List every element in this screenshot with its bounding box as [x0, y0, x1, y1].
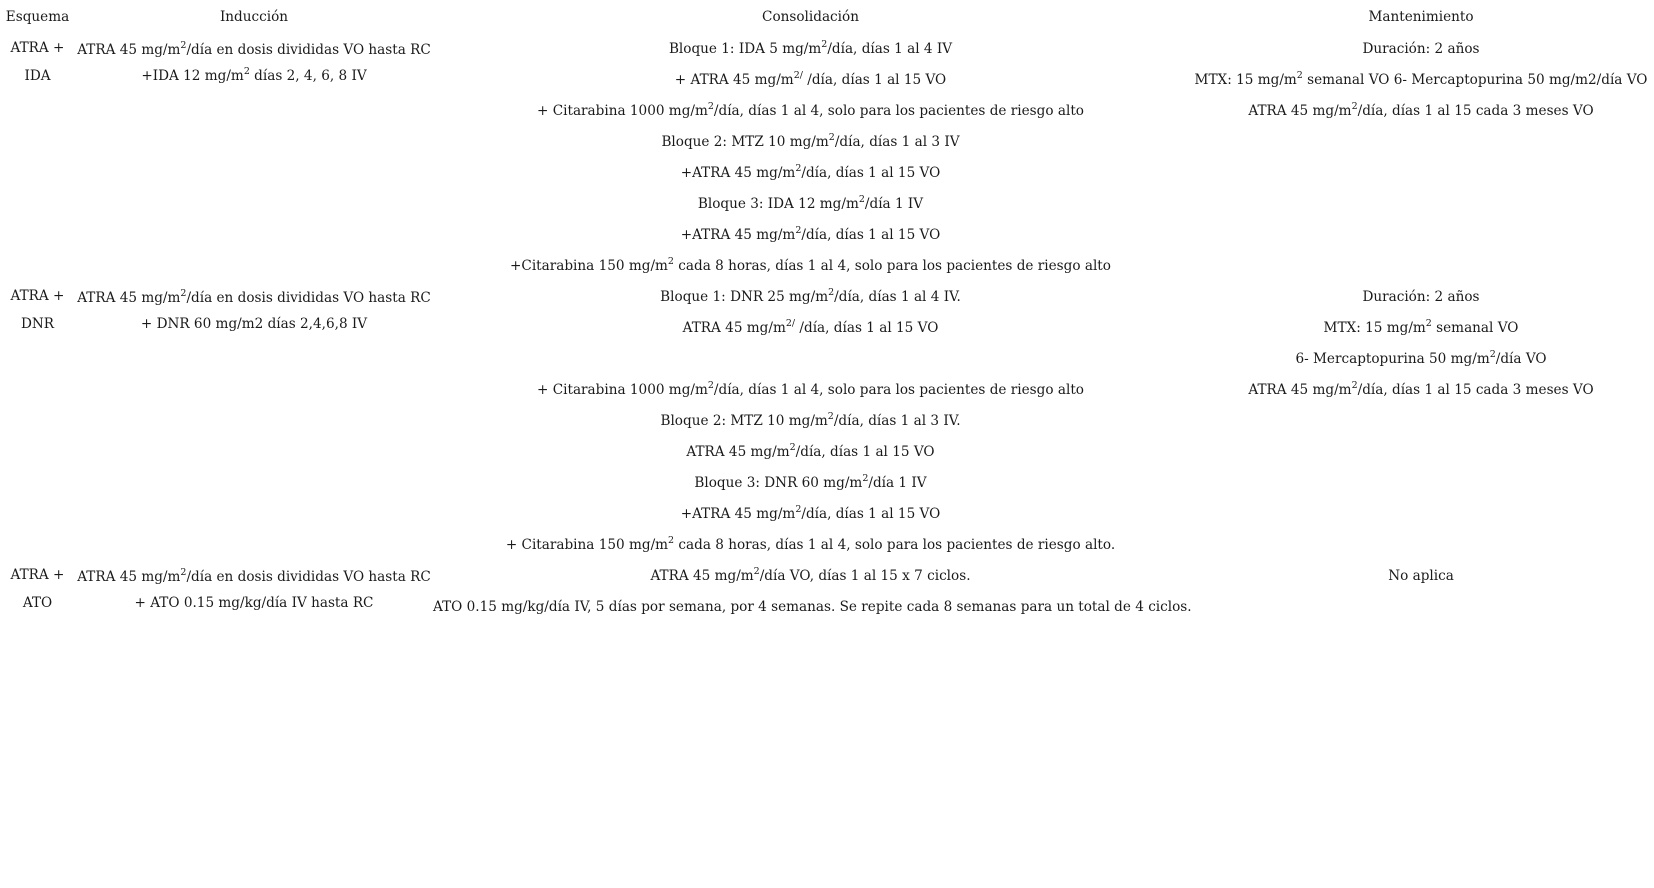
- esquema-cell: [0, 34, 75, 282]
- line-text: + ATRA 45 mg/m: [674, 72, 794, 88]
- mantenimiento-cell: [1188, 34, 1654, 282]
- line-text: + Citarabina 1000 mg/m: [537, 103, 708, 119]
- line-text: ATRA 45 mg/m: [686, 444, 790, 460]
- exponent: 2: [1351, 101, 1358, 112]
- cell-line: [433, 499, 1188, 530]
- line-text: + Citarabina 150 mg/m: [505, 537, 669, 553]
- exponent: 2: [828, 132, 835, 143]
- line-text: /día, días 1 al 3 IV.: [833, 413, 961, 429]
- line-text: Bloque 3: DNR 60 mg/m: [694, 475, 863, 491]
- exponent: 2: [1351, 380, 1358, 391]
- cell-line: [433, 96, 1188, 127]
- line-text: Bloque 1: DNR 25 mg/m: [660, 289, 829, 305]
- cell-line: [433, 344, 1188, 375]
- exponent: 2: [753, 566, 760, 577]
- cell-line: [433, 592, 1192, 623]
- line-text: /día, días 1 al 15 cada 3 meses VO: [1357, 103, 1594, 119]
- exponent: 2: [707, 101, 714, 112]
- line-text: ATRA +: [10, 567, 65, 583]
- line-text: Bloque 1: IDA 5 mg/m: [668, 41, 822, 57]
- line-text: /día, días 1 al 4 IV.: [834, 289, 961, 305]
- line-text: ATRA 45 mg/m: [650, 568, 754, 584]
- table-row: [0, 282, 1654, 561]
- line-text: +ATRA 45 mg/m: [680, 506, 796, 522]
- cell-line: [1188, 65, 1654, 96]
- line-text: ATO: [22, 595, 53, 611]
- line-text: + ATO 0.15 mg/kg/día IV hasta RC: [134, 595, 374, 611]
- cell-line: [1188, 561, 1654, 592]
- exponent: 2: [827, 411, 834, 422]
- cell-line: [433, 65, 1188, 96]
- line-text: /día, días 1 al 15 VO: [802, 72, 947, 88]
- exponent: 2: [243, 66, 250, 77]
- line-text: DNR: [20, 316, 55, 332]
- consolidacion-cell: [433, 561, 1192, 623]
- line-text: + Citarabina 1000 mg/m: [537, 382, 708, 398]
- line-text: ATRA 45 mg/m: [1248, 382, 1352, 398]
- line-text: Bloque 3: IDA 12 mg/m: [697, 196, 859, 212]
- line-text: ATRA 45 mg/m: [77, 290, 181, 306]
- line-text: Bloque 2: MTZ 10 mg/m: [660, 413, 828, 429]
- table-row: [0, 561, 1654, 623]
- line-text: ATRA 45 mg/m: [77, 569, 181, 585]
- line-text: ATRA 45 mg/m: [77, 42, 181, 58]
- cell-line: [433, 313, 1188, 344]
- cell-line: [75, 310, 433, 338]
- line-text: +ATRA 45 mg/m: [680, 227, 796, 243]
- line-text: ATRA 45 mg/m: [682, 320, 786, 336]
- cell-line: [75, 282, 433, 310]
- exponent: 2: [180, 567, 187, 578]
- line-text: /día 1 IV: [868, 475, 927, 491]
- exponent: 2: [1296, 70, 1303, 81]
- line-text: días 2, 4, 6, 8 IV: [249, 68, 367, 84]
- induccion-cell: [75, 34, 433, 282]
- line-text: cada 8 horas, días 1 al 4, solo para los pacientes de riesgo alto: [673, 258, 1111, 274]
- line-text: Duración: 2 años: [1362, 289, 1480, 305]
- line-text: /día VO, días 1 al 15 x 7 ciclos.: [759, 568, 971, 584]
- cell-line: [0, 282, 75, 310]
- cell-line: [433, 189, 1188, 220]
- line-text: +Citarabina 150 mg/m: [510, 258, 668, 274]
- cell-line: [433, 468, 1188, 499]
- line-text: /día, días 1 al 3 IV: [834, 134, 960, 150]
- exponent: 2: [858, 194, 865, 205]
- table-header: [0, 0, 1654, 34]
- exponent: 2: [795, 225, 802, 236]
- header-row: [0, 0, 1654, 34]
- exponent: 2: [795, 163, 802, 174]
- line-text: + DNR 60 mg/m2 días 2,4,6,8 IV: [140, 316, 368, 332]
- line-text: cada 8 horas, días 1 al 4, solo para los pacientes de riesgo alto.: [674, 537, 1116, 553]
- line-text: /día en dosis divididas VO hasta RC: [186, 569, 431, 585]
- line-text: /día 1 IV: [864, 196, 924, 212]
- line-text: Bloque 2: MTZ 10 mg/m: [661, 134, 829, 150]
- cell-line: [0, 34, 75, 62]
- cell-line: [75, 62, 433, 90]
- line-text: /día, días 1 al 15 VO: [801, 165, 941, 181]
- exponent: 2: [795, 504, 802, 515]
- header-esquema: Esquema: [5, 9, 70, 25]
- cell-line: [433, 282, 1188, 313]
- cell-line: [433, 406, 1188, 437]
- line-text: /día, días 1 al 4, solo para los pacientes de riesgo alto: [713, 103, 1084, 119]
- cell-line: [433, 437, 1188, 468]
- line-text: /día, días 1 al 15 VO: [801, 506, 941, 522]
- consolidacion-cell: [433, 282, 1188, 561]
- line-text: /día, días 1 al 15 VO: [795, 320, 939, 336]
- exponent: 2: [862, 473, 869, 484]
- line-text: /día VO: [1495, 351, 1547, 367]
- line-text: IDA: [24, 68, 51, 84]
- cell-line: [433, 158, 1188, 189]
- cell-line: [433, 561, 1188, 592]
- cell-line: [1188, 344, 1654, 375]
- exponent: 2/: [793, 70, 803, 81]
- header-induccion: Inducción: [219, 9, 289, 25]
- cell-line: [433, 530, 1188, 561]
- cell-line: [1188, 96, 1654, 127]
- cell-line: [433, 251, 1188, 282]
- cell-line: [433, 127, 1188, 158]
- line-text: No aplica: [1388, 568, 1454, 584]
- exponent: 2: [707, 380, 714, 391]
- table-body: [0, 34, 1654, 623]
- header-mantenimiento: Mantenimiento: [1368, 9, 1474, 25]
- exponent: 2: [1489, 349, 1496, 360]
- cell-line: [1188, 313, 1654, 344]
- esquema-cell: [0, 282, 75, 561]
- cell-line: [0, 589, 75, 617]
- induccion-cell: [75, 282, 433, 561]
- exponent: 2: [180, 40, 187, 51]
- line-text: MTX: 15 mg/m: [1194, 72, 1297, 88]
- cell-line: [75, 34, 433, 62]
- cell-line: [1188, 282, 1654, 313]
- cell-line: [0, 310, 75, 338]
- line-text: /día en dosis divididas VO hasta RC: [186, 290, 431, 306]
- line-text: /día en dosis divididas VO hasta RC: [186, 42, 431, 58]
- mantenimiento-cell: [1188, 282, 1654, 561]
- line-text: /día, días 1 al 15 VO: [795, 444, 935, 460]
- exponent: 2: [668, 535, 675, 546]
- exponent: 2: [789, 442, 796, 453]
- exponent: 2: [667, 256, 674, 267]
- cell-line: [75, 561, 433, 589]
- cell-line: [0, 561, 75, 589]
- mantenimiento-cell: [1188, 561, 1654, 623]
- esquema-cell: [0, 561, 75, 623]
- line-text: ATRA 45 mg/m: [1248, 103, 1352, 119]
- cell-line: [1188, 375, 1654, 406]
- exponent: 2: [180, 288, 187, 299]
- line-text: /día, días 1 al 15 cada 3 meses VO: [1357, 382, 1594, 398]
- exponent: 2/: [785, 318, 796, 329]
- line-text: ATO 0.15 mg/kg/día IV, 5 días por semana, por 4 semanas. Se repite cada 8 semanas para un total de 4 ciclos.: [433, 599, 1192, 615]
- exponent: 2: [821, 39, 828, 50]
- exponent: 2: [828, 287, 835, 298]
- header-consolidacion: Consolidación: [762, 9, 859, 25]
- line-text: 6- Mercaptopurina 50 mg/m: [1295, 351, 1490, 367]
- cell-line: [433, 34, 1188, 65]
- exponent: 2: [1425, 318, 1432, 329]
- line-text: /día, días 1 al 15 VO: [801, 227, 941, 243]
- line-text: MTX: 15 mg/m: [1323, 320, 1426, 336]
- line-text: +IDA 12 mg/m: [141, 68, 244, 84]
- line-text: /día, días 1 al 4, solo para los pacientes de riesgo alto: [713, 382, 1084, 398]
- cell-line: [433, 375, 1188, 406]
- cell-line: [433, 220, 1188, 251]
- cell-line: [0, 62, 75, 90]
- line-text: semanal VO: [1431, 320, 1519, 336]
- table-row: [0, 34, 1654, 282]
- line-text: /día, días 1 al 4 IV: [827, 41, 953, 57]
- line-text: +ATRA 45 mg/m: [680, 165, 796, 181]
- consolidacion-cell: [433, 34, 1188, 282]
- line-text: ATRA +: [10, 40, 65, 56]
- cell-line: [1188, 34, 1654, 65]
- line-text: ATRA +: [10, 288, 65, 304]
- line-text: Duración: 2 años: [1362, 41, 1480, 57]
- cell-line: [75, 589, 433, 617]
- induccion-cell: [75, 561, 433, 623]
- line-text: semanal VO 6- Mercaptopurina 50 mg/m2/día VO: [1302, 72, 1648, 88]
